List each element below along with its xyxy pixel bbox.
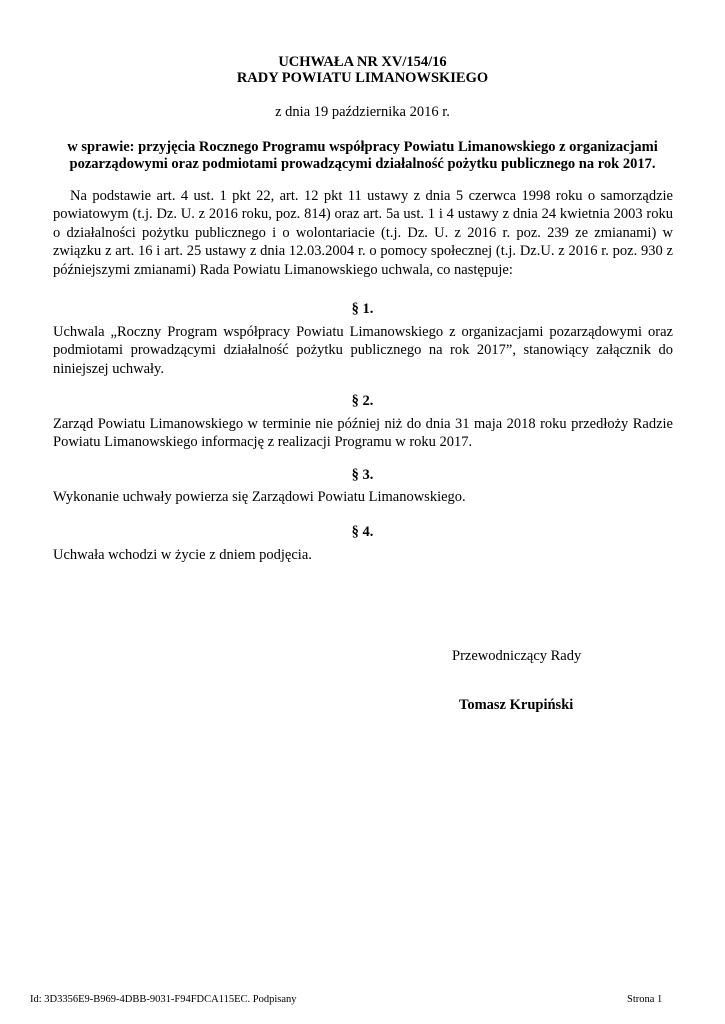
section-3-mark: § 3. xyxy=(351,467,374,483)
section-4-text: Uchwała wchodzi w życie z dniem podjęcia. xyxy=(53,547,312,563)
page-number-footer: Strona 1 xyxy=(627,994,663,1005)
resolution-number: UCHWAŁA NR XV/154/16 xyxy=(278,54,447,70)
section-3-text: Wykonanie uchwały powierza się Zarządowi Powiatu Limanowskiego. xyxy=(53,489,466,505)
section-2-text: Zarząd Powiatu Limanowskiego w terminie nie później niż do dnia 31 maja 2018 roku przedłoży Radzie Powiatu Limanowskiego informację z realizacji Programu w roku 2017. xyxy=(53,416,673,451)
subject-heading xyxy=(55,139,670,173)
subject-line-1: w sprawie: przyjęcia Rocznego Programu współpracy Powiatu Limanowskiego z organizacjami xyxy=(67,139,658,155)
subject-line-2: pozarządowymi oraz podmiotami prowadzącymi działalność pożytku publicznego na rok 2017. xyxy=(69,156,656,172)
preamble-paragraph: Na podstawie art. 4 ust. 1 pkt 22, art. 12 pkt 11 ustawy z dnia 5 czerwca 1998 roku o samorządzie powiatowym (t.j. Dz. U. z 2016 roku, poz. 814) oraz art. 5a ust. 1 i 4 ustawy z dnia 24 kwietnia 2003 roku o działalności pożytku publicznego i o wolontariacie (t.j. Dz. U. z 2016 r. poz. 239 ze zmianami) w związku z art. 16 i art. 25 ustawy z dnia 12.03.2004 r. o pomocy społecznej (t.j. Dz.U. z 2016 r. poz. 930 z późniejszymi zmianami) Rada Powiatu Limanowskiego uchwala, co następuje: xyxy=(53,188,673,278)
section-2-mark: § 2. xyxy=(351,393,374,409)
resolution-date: z dnia 19 października 2016 r. xyxy=(275,104,450,120)
document-id-footer: Id: 3D3356E9-B969-4DBB-9031-F94FDCA115EC. Podpisany xyxy=(30,994,297,1005)
section-1-text: Uchwala „Roczny Program współpracy Powiatu Limanowskiego z organizacjami pozarządowymi oraz podmiotami prowadzącymi działalność pożytku publicznego na rok 2017”, stanowiący załącznik do niniejszej uchwały. xyxy=(53,324,673,377)
section-1-mark: § 1. xyxy=(351,301,374,317)
council-name: RADY POWIATU LIMANOWSKIEGO xyxy=(236,70,489,86)
signatory-role: Przewodniczący Rady xyxy=(452,648,582,664)
section-4-mark: § 4. xyxy=(351,524,374,540)
signatory-name: Tomasz Krupiński xyxy=(459,697,574,713)
